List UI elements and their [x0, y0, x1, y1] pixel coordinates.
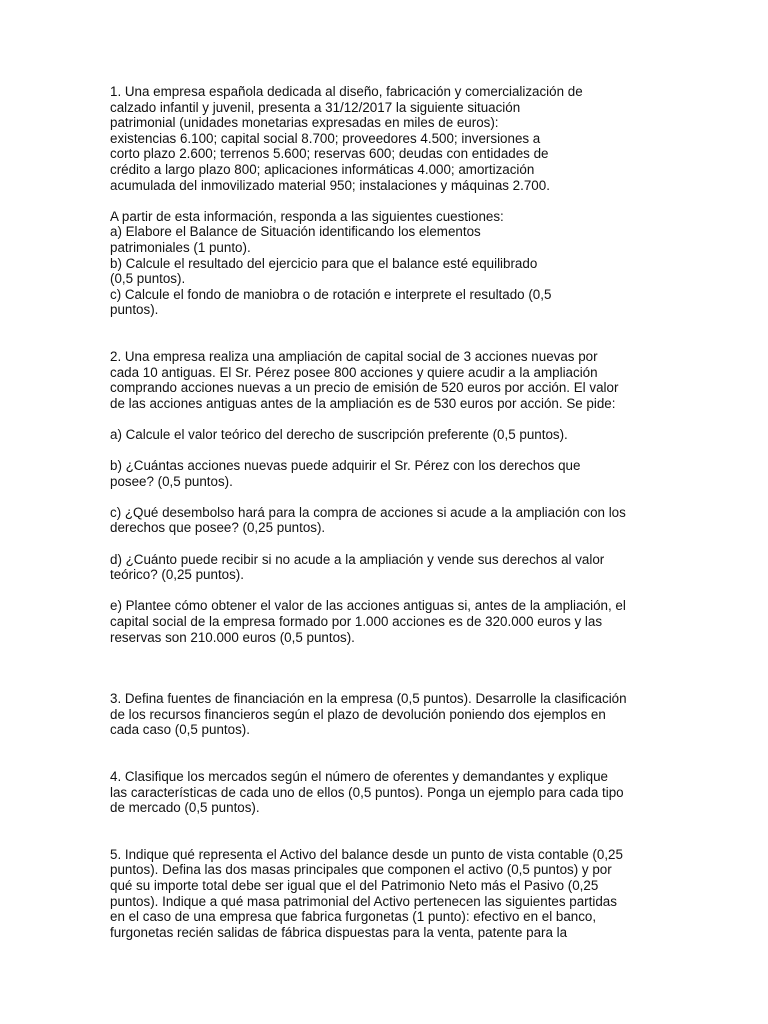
text-line: patrimoniales (1 punto). — [110, 239, 251, 255]
text-line: c) Calcule el fondo de maniobra o de rotación e interprete el resultado (0,5 — [110, 286, 552, 302]
text-line: puntos). — [110, 302, 159, 318]
text-line: comprando acciones nuevas a un precio de emisión de 520 euros por acción. El valor — [110, 380, 619, 396]
text-line: 1. Una empresa española dedicada al diseño, fabricación y comercialización de — [110, 84, 583, 99]
text-line: d) ¿Cuánto puede recibir si no acude a la ampliación y vende sus derechos al valor — [110, 551, 605, 567]
question-1-statement — [110, 84, 670, 193]
text-line: reservas son 210.000 euros (0,5 puntos). — [110, 629, 355, 645]
question-2d — [110, 552, 670, 583]
text-line: 4. Clasifique los mercados según el número de oferentes y demandantes y explique — [110, 768, 608, 784]
question-1-instructions — [110, 209, 670, 318]
text-line: acumulada del inmovilizado material 950; instalaciones y máquinas 2.700. — [110, 177, 550, 193]
text-line: corto plazo 2.600; terrenos 5.600; reservas 600; deudas con entidades de — [110, 146, 549, 162]
text-line: puntos). Indique a qué masa patrimonial del Activo pertenecen las siguientes partidas — [110, 893, 617, 909]
text-line: de los recursos financieros según el plazo de devolución poniendo dos ejemplos en — [110, 706, 606, 722]
text-line: qué su importe total debe ser igual que el del Patrimonio Neto más el Pasivo (0,25 — [110, 877, 599, 893]
text-line: furgonetas recién salidas de fábrica dispuestas para la venta, patente para la — [110, 924, 568, 940]
text-line: derechos que posee? (0,25 puntos). — [110, 520, 326, 536]
question-4 — [110, 769, 670, 816]
question-3 — [110, 691, 670, 738]
text-line: en el caso de una empresa que fabrica furgonetas (1 punto): efectivo en el banco, — [110, 909, 597, 925]
text-line: crédito a largo plazo 800; aplicaciones informáticas 4.000; amortización — [110, 161, 535, 177]
text-line: capital social de la empresa formado por 1.000 acciones es de 320.000 euros y las — [110, 614, 603, 629]
text-line: teórico? (0,25 puntos). — [110, 567, 244, 583]
question-2c — [110, 505, 670, 536]
question-2b — [110, 458, 670, 489]
question-2-statement — [110, 349, 670, 411]
question-2a — [110, 427, 670, 443]
text-line: patrimonial (unidades monetarias expresadas en miles de euros): — [110, 115, 499, 131]
text-line: de las acciones antiguas antes de la ampliación es de 530 euros por acción. Se pide: — [110, 395, 616, 411]
text-line: 3. Defina fuentes de financiación en la empresa (0,5 puntos). Desarrolle la clasificación — [110, 691, 627, 707]
question-2e — [110, 598, 670, 645]
question-5 — [110, 847, 670, 941]
text-line: a) Calcule el valor teórico del derecho de suscripción preferente (0,5 puntos). — [110, 426, 568, 442]
text-line: b) Calcule el resultado del ejercicio para que el balance esté equilibrado — [110, 255, 538, 271]
text-line: puntos). Defina las dos masas principales que componen el activo (0,5 puntos) y por — [110, 862, 612, 878]
text-line: e) Plantee cómo obtener el valor de las acciones antiguas si, antes de la ampliación, el — [110, 598, 626, 614]
text-line: las características de cada uno de ellos (0,5 puntos). Ponga un ejemplo para cada tipo — [110, 784, 624, 800]
text-line: A partir de esta información, responda a las siguientes cuestiones: — [110, 208, 504, 224]
text-line: 2. Una empresa realiza una ampliación de capital social de 3 acciones nuevas por — [110, 348, 598, 364]
text-line: 5. Indique qué representa el Activo del balance desde un punto de vista contable (0,25 — [110, 846, 623, 862]
text-line: existencias 6.100; capital social 8.700; proveedores 4.500; inversiones a — [110, 130, 541, 146]
text-line: a) Elabore el Balance de Situación identificando los elementos — [110, 224, 481, 240]
text-line: posee? (0,5 puntos). — [110, 473, 233, 489]
text-line: b) ¿Cuántas acciones nuevas puede adquirir el Sr. Pérez con los derechos que — [110, 458, 581, 474]
text-line: c) ¿Qué desembolso hará para la compra de acciones si acude a la ampliación con los — [110, 504, 626, 520]
exam-document — [110, 84, 670, 940]
text-line: calzado infantil y juvenil, presenta a 31/12/2017 la siguiente situación — [110, 99, 521, 115]
text-line: de mercado (0,5 puntos). — [110, 800, 260, 816]
text-line: cada caso (0,5 puntos). — [110, 722, 250, 738]
text-line: cada 10 antiguas. El Sr. Pérez posee 800 acciones y quiere acudir a la ampliación — [110, 364, 598, 380]
text-line: (0,5 puntos). — [110, 271, 186, 287]
